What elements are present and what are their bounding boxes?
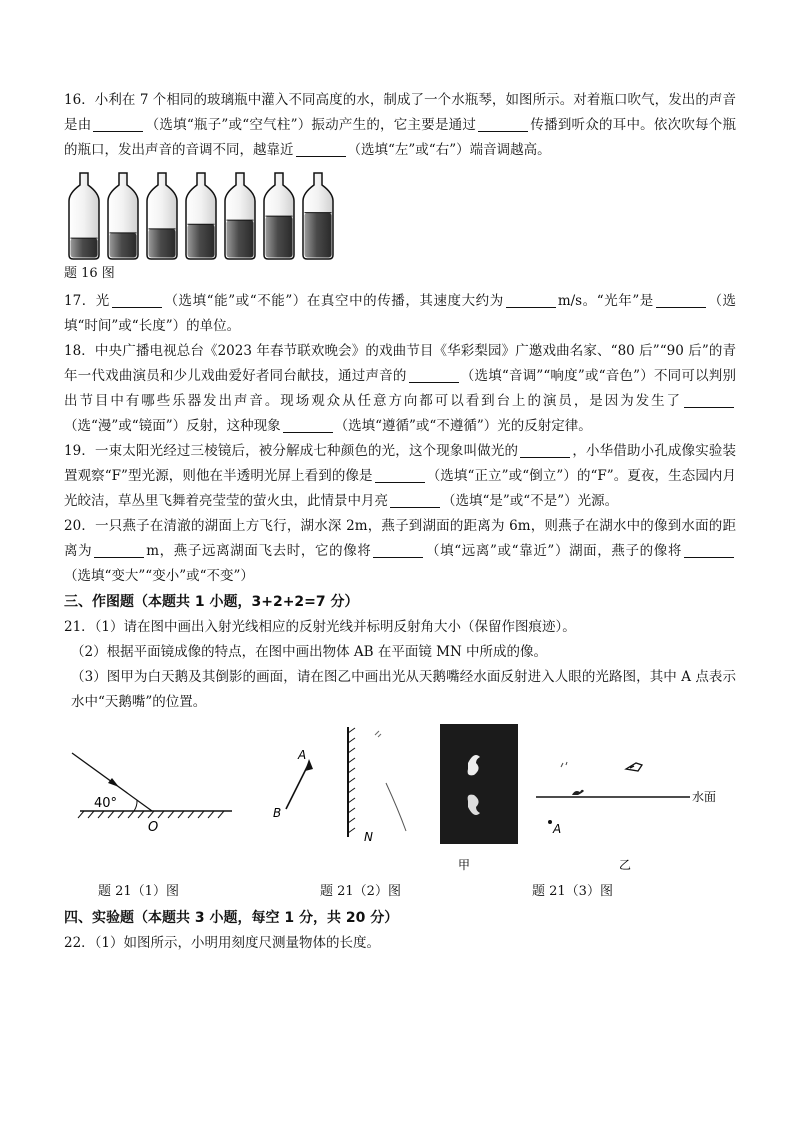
bottle-water-fill xyxy=(266,216,293,257)
question-22: 22．（1）如图所示，小明用刻度尺测量物体的长度。 xyxy=(64,935,381,951)
answer-blank[interactable] xyxy=(520,443,570,458)
bottle-water-fill xyxy=(71,238,98,257)
ray-arrow-icon xyxy=(108,778,119,787)
answer-blank[interactable] xyxy=(93,117,143,132)
figure-21-diagrams xyxy=(64,719,736,889)
bottle-water-fill xyxy=(149,229,176,258)
answer-blank[interactable] xyxy=(684,543,734,558)
answer-blank[interactable] xyxy=(296,142,346,157)
water-bottle xyxy=(186,173,216,259)
question-17: 17．光 （选填“能”或“不能”）在真空中的传播，其速度大约为 m/s。“光年”是 （选填“时间”或“长度”）的单位。 xyxy=(64,293,737,334)
answer-blank[interactable] xyxy=(409,368,459,383)
section-4-heading: 四、实验题（本题共 3 小题，每空 1 分，共 20 分） xyxy=(64,910,399,926)
eye-icon xyxy=(626,763,642,771)
answer-blank[interactable] xyxy=(656,293,706,308)
point-a-label: A xyxy=(298,748,307,762)
point-b-label: B xyxy=(273,806,282,820)
answer-blank[interactable] xyxy=(373,543,423,558)
point-a-dot xyxy=(548,820,552,824)
answer-blank[interactable] xyxy=(684,393,734,408)
water-bottle xyxy=(108,173,138,259)
caption-21-1: 题 21（1）图 xyxy=(98,884,179,899)
answer-blank[interactable] xyxy=(94,543,144,558)
caption-21-3: 题 21（3）图 xyxy=(532,884,613,899)
point-n-label: N xyxy=(364,830,373,844)
figure-21-2 xyxy=(273,727,406,844)
answer-blank[interactable] xyxy=(390,493,440,508)
water-bottle xyxy=(225,173,255,259)
point-o-label: O xyxy=(148,820,159,835)
question-21-part3: （3）图甲为白天鹅及其倒影的画面，请在图乙中画出光从天鹅嘴经水面反射进入人眼的光路图，其中 A 点表示水中“天鹅嘴”的位置。 xyxy=(71,669,736,710)
answer-blank[interactable] xyxy=(283,418,333,433)
answer-blank[interactable] xyxy=(478,117,528,132)
answer-blank[interactable] xyxy=(375,468,425,483)
caption-21-2: 题 21（2）图 xyxy=(320,884,401,899)
answer-blank[interactable] xyxy=(112,293,162,308)
label-jia: 甲 xyxy=(458,858,471,872)
bottles-group xyxy=(69,173,333,259)
figure-21-captions xyxy=(64,883,736,903)
bottle-water-fill xyxy=(188,224,215,257)
bottle-water-fill xyxy=(227,220,254,257)
bottle-water-fill xyxy=(110,233,137,258)
figure-16-caption: 题 16 图 xyxy=(64,266,115,281)
water-bottle-figure xyxy=(64,171,736,263)
bottle-water-fill xyxy=(305,213,332,258)
water-bottle xyxy=(69,173,99,259)
swan-small-icon xyxy=(572,790,584,795)
figure-21-1 xyxy=(72,753,232,835)
question-20: 20．一只燕子在清澈的湖面上方飞行，湖水深 2m，燕子到湖面的距离为 6m，则燕子在湖水中的像到水面的距离为 m，燕子远离湖面飞去时，它的像将 （填“远离”或“靠近”）湖面，燕子的像将（选填“变大”“变小”或“不变”） xyxy=(64,518,736,584)
question-18: 18．中央广播电视总台《2023 年春节联欢晚会》的戏曲节目《华彩梨园》广邀戏曲名家、“80 后”“90 后”的青年一代戏曲演员和少儿戏曲爱好者同台献技，通过声音的 （选填“音调”“响度”或“音色”）不同可以判别出节目中有哪些乐器发出声音。现场观众从任意方向都可以看到台上的演员，是因为发生了（选“漫”或“镜面”）反射，这种现象 （选填“遵循”或“不遵循”）光的反射定律。 xyxy=(64,343,736,434)
point-a-water-label: A xyxy=(553,822,562,836)
angle-label: 40° xyxy=(94,796,118,811)
figure-21-3-yi xyxy=(536,762,716,872)
question-19: 19．一束太阳光经过三棱镜后，被分解成七种颜色的光，这个现象叫做光的 ，小华借助小孔成像实验装置观察“F”型光源，则他在半透明光屏上看到的像是 （选填“正立”或“倒立”）的“F”。夏夜，生态园内月光皎洁，草丛里飞舞着亮莹莹的萤火虫，此情景中月亮 （选填“是”或“不是”）光源。 xyxy=(64,443,737,509)
question-21-part1: 21．（1）请在图中画出入射光线相应的反射光线并标明反射角大小（保留作图痕迹）。 xyxy=(64,619,576,635)
water-bottle xyxy=(303,173,333,259)
section-3-heading: 三、作图题（本题共 1 小题，3+2+2=7 分） xyxy=(64,594,359,610)
water-surface-label: 水面 xyxy=(692,790,717,804)
figure-21-3-jia xyxy=(440,724,518,872)
label-yi: 乙 xyxy=(619,858,632,872)
answer-blank[interactable] xyxy=(506,293,556,308)
question-16: 16．小利在 7 个相同的玻璃瓶中灌入不同高度的水，制成了一个水瓶琴，如图所示。对着瓶口吹气，发出的声音是由 （选填“瓶子”或“空气柱”）振动产生的，它主要是通过 传播到听众的耳中。依次吹每个瓶的瓶口，发出声音的音调不同，越靠近 （选填“左”或“右”）端音调越高。 xyxy=(64,92,737,158)
question-21-part2: （2）根据平面镜成像的特点，在图中画出物体 AB 在平面镜 MN 中所成的像。 xyxy=(71,644,548,660)
water-bottle xyxy=(264,173,294,259)
water-bottle xyxy=(147,173,177,259)
